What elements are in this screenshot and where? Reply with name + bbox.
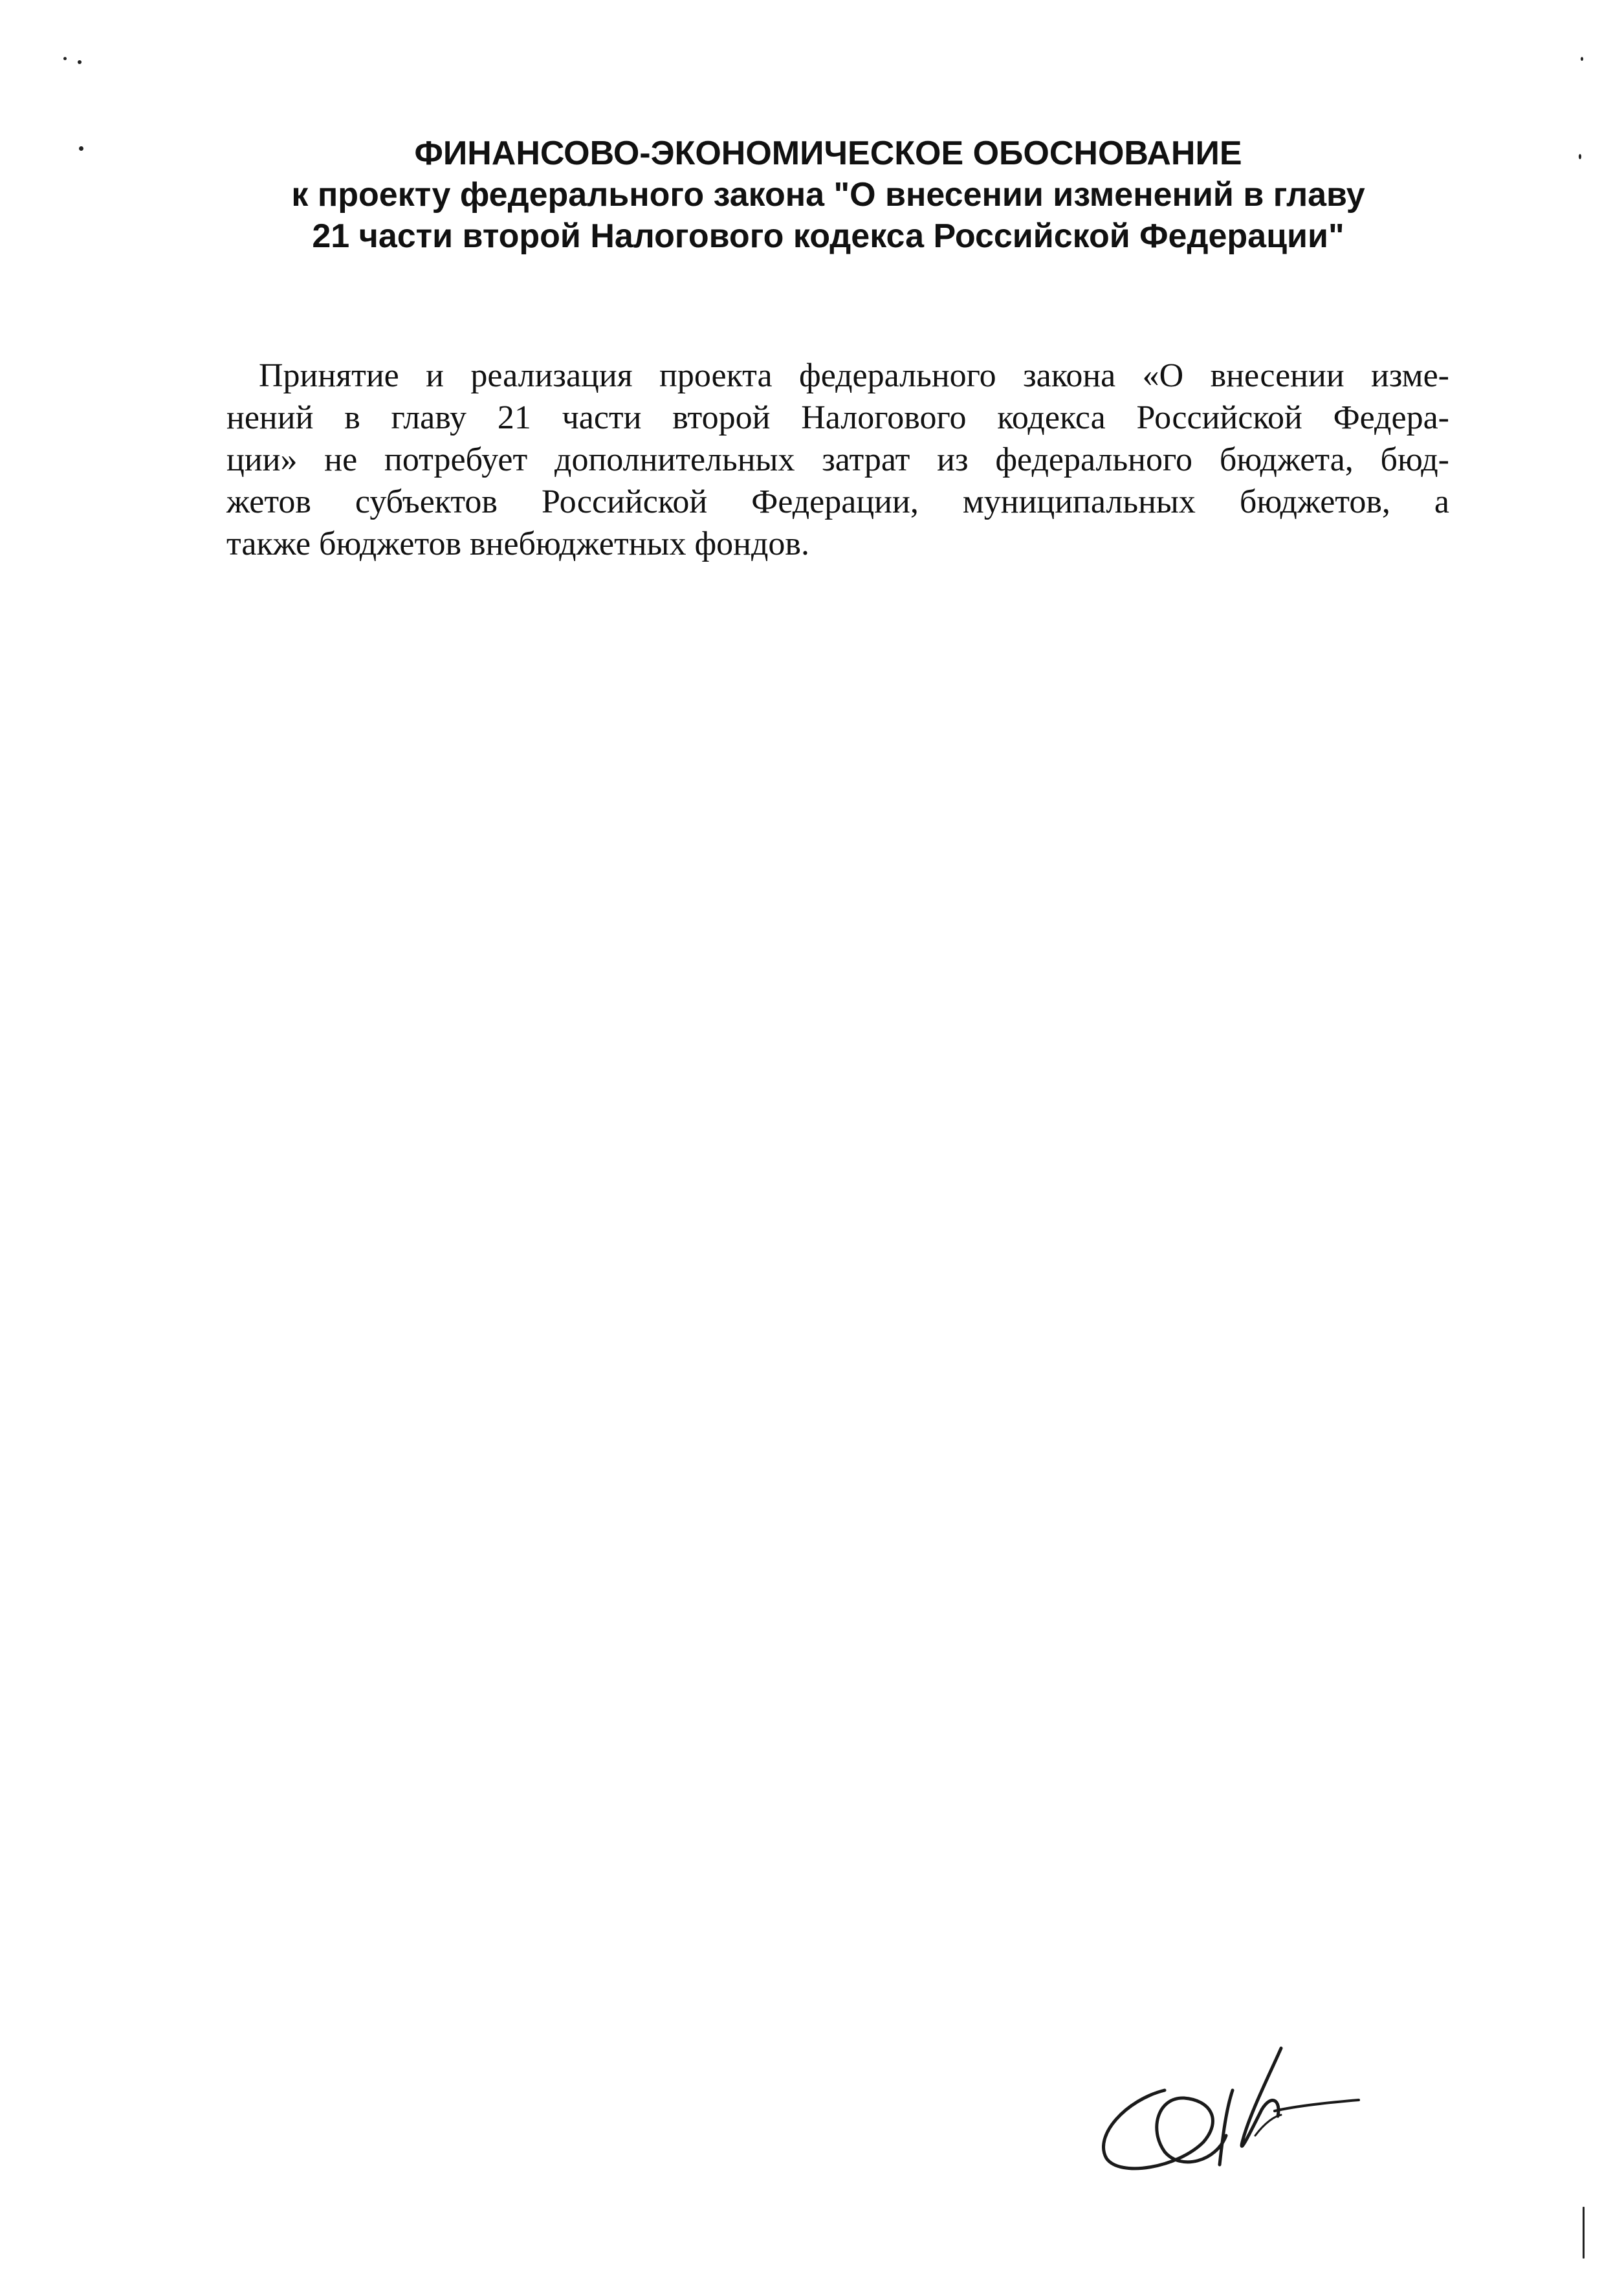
body-line-1: Принятие и реализация проекта федерального закона «О внесении изме- — [259, 357, 1449, 394]
scan-speck — [63, 57, 67, 60]
scan-speck — [79, 146, 83, 151]
title-line-2: к проекту федерального закона "О внесении изменений в главу — [291, 176, 1365, 214]
scan-edge-mark — [1583, 2207, 1585, 2259]
body-line-5: также бюджетов внебюджетных фондов. — [226, 525, 809, 562]
body-line-3: ции» не потребует дополнительных затрат из федерального бюджета, бюд- — [226, 441, 1449, 478]
body-line-4: жетов субъектов Российской Федерации, муниципальных бюджетов, а — [226, 483, 1449, 520]
document-title — [194, 133, 1462, 257]
scan-speck — [78, 60, 82, 64]
scan-speck — [1581, 57, 1583, 61]
body-line-2: нений в главу 21 части второй Налогового кодекса Российской Федера- — [226, 399, 1449, 436]
body-paragraph — [226, 355, 1449, 565]
handwritten-signature-icon — [1087, 2038, 1385, 2187]
scan-speck — [1579, 154, 1581, 159]
title-line-1: ФИНАНСОВО-ЭКОНОМИЧЕСКОЕ ОБОСНОВАНИЕ — [414, 135, 1242, 172]
title-line-3: 21 части второй Налогового кодекса Российской Федерации" — [312, 217, 1344, 255]
